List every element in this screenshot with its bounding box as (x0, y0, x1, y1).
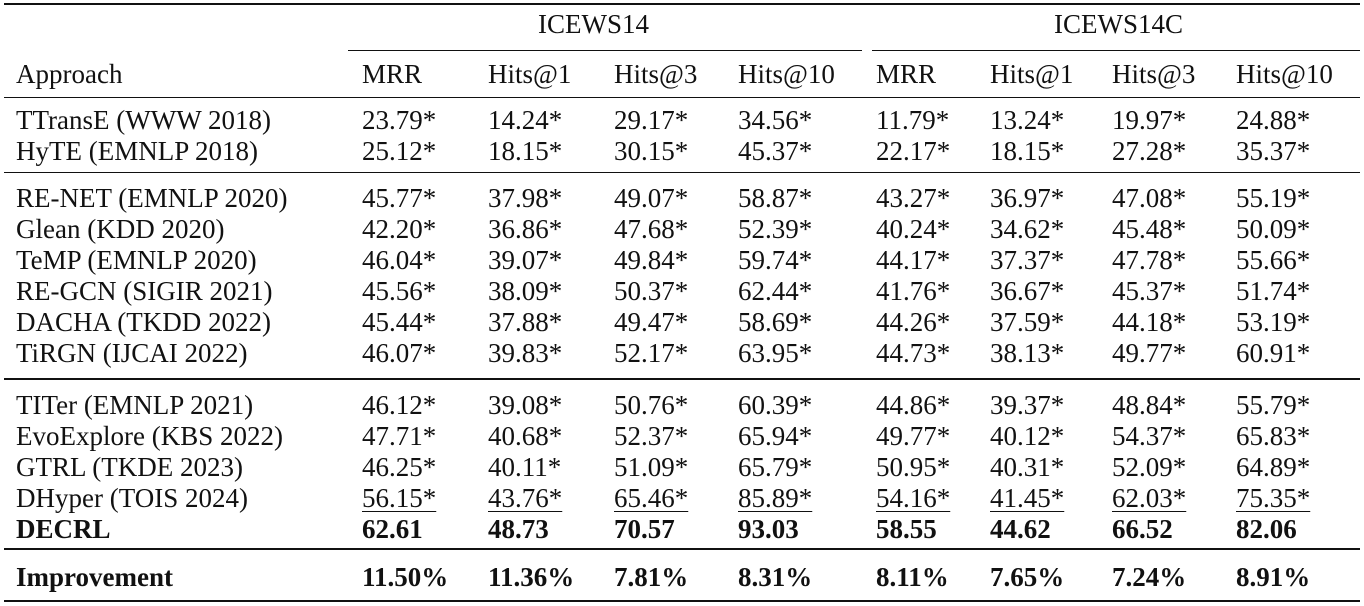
column-header-metric: Hits@10 (738, 59, 835, 89)
metric-cell: 44.62 (990, 514, 1051, 544)
metric-cell: 23.79* (362, 105, 437, 135)
metric-cell: 45.37* (738, 136, 813, 166)
metric-cell: 46.07* (362, 338, 437, 368)
approach-name: TeMP (EMNLP 2020) (16, 245, 257, 275)
metric-cell: 62.03* (1112, 483, 1187, 513)
metric-cell: 52.09* (1112, 452, 1187, 482)
cmidrule-icews14 (348, 50, 862, 51)
metric-cell: 25.12* (362, 136, 437, 166)
metric-cell: 11.79* (876, 105, 950, 135)
metric-cell: 49.47* (614, 307, 689, 337)
metric-cell: 58.87* (738, 183, 813, 213)
group-rule (4, 172, 1360, 173)
metric-cell: 60.91* (1236, 338, 1311, 368)
metric-cell: 22.17* (876, 136, 951, 166)
metric-cell: 40.31* (990, 452, 1065, 482)
metric-cell: 39.83* (488, 338, 563, 368)
metric-cell: 18.15* (488, 136, 563, 166)
metric-cell: 47.08* (1112, 183, 1187, 213)
metric-cell: 24.88* (1236, 105, 1311, 135)
header-rule (4, 97, 1360, 98)
cmidrule-icews14c (872, 50, 1360, 51)
column-header-metric: MRR (876, 59, 937, 89)
improvement-cell: 11.36% (488, 562, 575, 592)
approach-name: EvoExplore (KBS 2022) (16, 421, 283, 451)
metric-cell: 55.66* (1236, 245, 1311, 275)
dataset-header-icews14: ICEWS14 (538, 9, 649, 39)
approach-name: TiRGN (IJCAI 2022) (16, 338, 248, 368)
dataset-header-icews14c: ICEWS14C (1054, 9, 1184, 39)
metric-cell: 30.15* (614, 136, 689, 166)
metric-cell: 65.46* (614, 483, 689, 513)
metric-cell: 51.09* (614, 452, 689, 482)
metric-cell: 45.48* (1112, 214, 1187, 244)
top-rule (4, 3, 1360, 5)
metric-cell: 37.98* (488, 183, 563, 213)
metric-cell: 62.61 (362, 514, 423, 544)
improvement-rule (4, 548, 1360, 550)
metric-cell: 41.76* (876, 276, 951, 306)
improvement-cell: 8.31% (738, 562, 813, 592)
improvement-cell: 7.24% (1112, 562, 1187, 592)
metric-cell: 82.06 (1236, 514, 1297, 544)
metric-cell: 48.84* (1112, 390, 1187, 420)
metric-cell: 27.28* (1112, 136, 1187, 166)
metric-cell: 50.76* (614, 390, 689, 420)
metric-cell: 49.07* (614, 183, 689, 213)
metric-cell: 52.37* (614, 421, 689, 451)
metric-cell: 49.77* (876, 421, 951, 451)
metric-cell: 38.09* (488, 276, 563, 306)
metric-cell: 54.16* (876, 483, 951, 513)
bottom-rule (4, 600, 1360, 602)
metric-cell: 52.17* (614, 338, 689, 368)
metric-cell: 75.35* (1236, 483, 1311, 513)
metric-cell: 53.19* (1236, 307, 1311, 337)
metric-cell: 13.24* (990, 105, 1065, 135)
column-header-metric: Hits@1 (990, 59, 1074, 89)
metric-cell: 43.27* (876, 183, 951, 213)
metric-cell: 45.37* (1112, 276, 1187, 306)
improvement-cell: 8.11% (876, 562, 949, 592)
metric-cell: 19.97* (1112, 105, 1187, 135)
metric-cell: 54.37* (1112, 421, 1187, 451)
metric-cell: 60.39* (738, 390, 813, 420)
metric-cell: 36.67* (990, 276, 1065, 306)
metric-cell: 58.69* (738, 307, 813, 337)
approach-name: Glean (KDD 2020) (16, 214, 225, 244)
metric-cell: 64.89* (1236, 452, 1311, 482)
metric-cell: 39.37* (990, 390, 1065, 420)
metric-cell: 46.12* (362, 390, 437, 420)
metric-cell: 41.45* (990, 483, 1065, 513)
group-rule (4, 378, 1360, 380)
approach-name: RE-NET (EMNLP 2020) (16, 183, 288, 213)
metric-cell: 29.17* (614, 105, 689, 135)
metric-cell: 42.20* (362, 214, 437, 244)
approach-name: DACHA (TKDD 2022) (16, 307, 271, 337)
metric-cell: 40.12* (990, 421, 1065, 451)
metric-cell: 51.74* (1236, 276, 1311, 306)
column-header-approach: Approach (16, 59, 123, 89)
metric-cell: 47.78* (1112, 245, 1187, 275)
metric-cell: 36.97* (990, 183, 1065, 213)
metric-cell: 55.79* (1236, 390, 1311, 420)
metric-cell: 40.68* (488, 421, 563, 451)
metric-cell: 40.24* (876, 214, 951, 244)
metric-cell: 39.08* (488, 390, 563, 420)
metric-cell: 45.44* (362, 307, 437, 337)
metric-cell: 58.55 (876, 514, 937, 544)
metric-cell: 46.04* (362, 245, 437, 275)
approach-name: RE-GCN (SIGIR 2021) (16, 276, 273, 306)
metric-cell: 45.77* (362, 183, 437, 213)
metric-cell: 93.03 (738, 514, 799, 544)
approach-name: TTransE (WWW 2018) (16, 105, 271, 135)
metric-cell: 50.95* (876, 452, 951, 482)
column-header-metric: Hits@3 (614, 59, 698, 89)
metric-cell: 44.17* (876, 245, 951, 275)
improvement-label: Improvement (16, 562, 173, 592)
metric-cell: 49.84* (614, 245, 689, 275)
metric-cell: 37.88* (488, 307, 563, 337)
metric-cell: 62.44* (738, 276, 813, 306)
metric-cell: 34.56* (738, 105, 813, 135)
column-header-metric: Hits@10 (1236, 59, 1333, 89)
metric-cell: 44.73* (876, 338, 951, 368)
metric-cell: 37.37* (990, 245, 1065, 275)
column-header-metric: Hits@3 (1112, 59, 1196, 89)
approach-name: TITer (EMNLP 2021) (16, 390, 254, 420)
column-header-metric: MRR (362, 59, 423, 89)
metric-cell: 40.11* (488, 452, 562, 482)
metric-cell: 44.86* (876, 390, 951, 420)
metric-cell: 47.71* (362, 421, 437, 451)
metric-cell: 70.57 (614, 514, 675, 544)
metric-cell: 56.15* (362, 483, 437, 513)
metric-cell: 14.24* (488, 105, 563, 135)
metric-cell: 59.74* (738, 245, 813, 275)
metric-cell: 46.25* (362, 452, 437, 482)
metric-cell: 50.09* (1236, 214, 1311, 244)
metric-cell: 39.07* (488, 245, 563, 275)
metric-cell: 65.83* (1236, 421, 1311, 451)
metric-cell: 35.37* (1236, 136, 1311, 166)
metric-cell: 38.13* (990, 338, 1065, 368)
metric-cell: 49.77* (1112, 338, 1187, 368)
improvement-cell: 7.81% (614, 562, 689, 592)
metric-cell: 47.68* (614, 214, 689, 244)
metric-cell: 65.94* (738, 421, 813, 451)
metric-cell: 65.79* (738, 452, 813, 482)
improvement-cell: 7.65% (990, 562, 1065, 592)
approach-name: DHyper (TOIS 2024) (16, 483, 248, 513)
improvement-cell: 8.91% (1236, 562, 1311, 592)
metric-cell: 18.15* (990, 136, 1065, 166)
metric-cell: 36.86* (488, 214, 563, 244)
metric-cell: 45.56* (362, 276, 437, 306)
metric-cell: 52.39* (738, 214, 813, 244)
approach-name: GTRL (TKDE 2023) (16, 452, 243, 482)
metric-cell: 37.59* (990, 307, 1065, 337)
approach-name: DECRL (16, 514, 111, 544)
metric-cell: 43.76* (488, 483, 563, 513)
improvement-cell: 11.50% (362, 562, 449, 592)
approach-name: HyTE (EMNLP 2018) (16, 136, 258, 166)
metric-cell: 55.19* (1236, 183, 1311, 213)
metric-cell: 34.62* (990, 214, 1065, 244)
metric-cell: 63.95* (738, 338, 813, 368)
column-header-metric: Hits@1 (488, 59, 572, 89)
metric-cell: 44.26* (876, 307, 951, 337)
metric-cell: 85.89* (738, 483, 813, 513)
metric-cell: 66.52 (1112, 514, 1173, 544)
metric-cell: 44.18* (1112, 307, 1187, 337)
metric-cell: 48.73 (488, 514, 549, 544)
metric-cell: 50.37* (614, 276, 689, 306)
